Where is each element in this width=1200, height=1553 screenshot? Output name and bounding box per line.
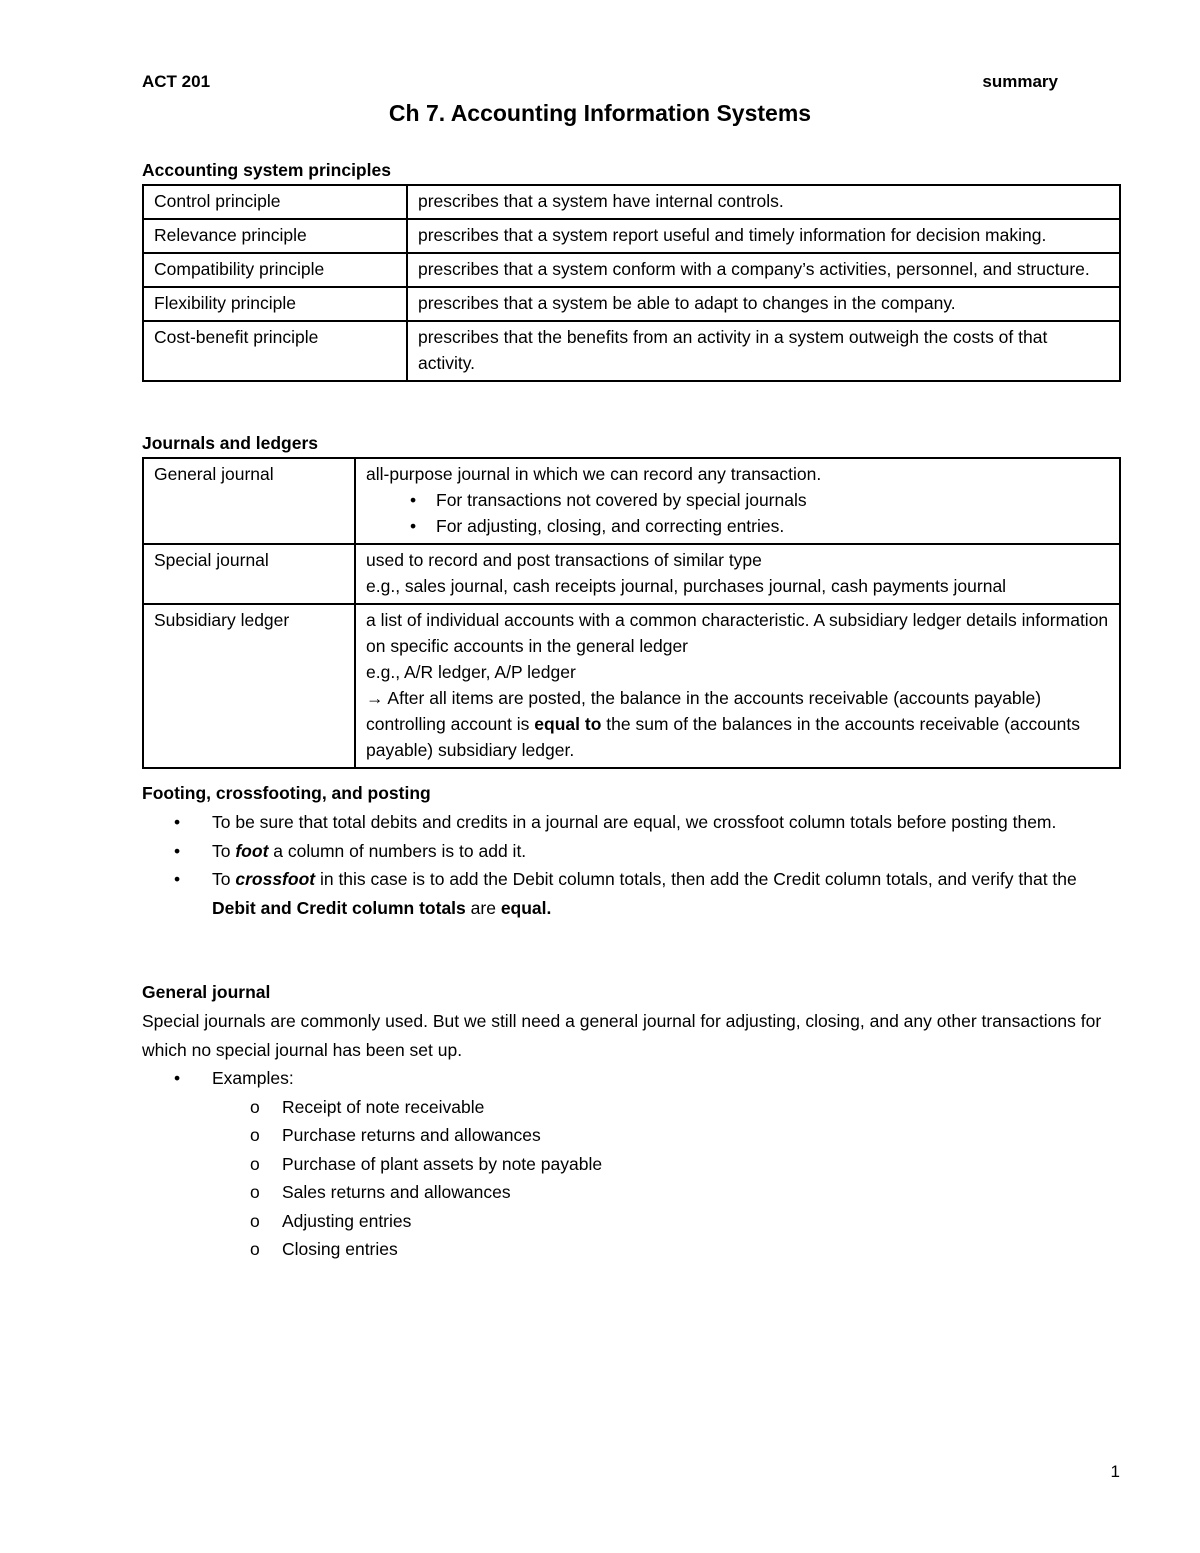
table-row: [143, 321, 1120, 381]
table-row: [143, 253, 1120, 287]
journal-term: Subsidiary ledger: [143, 604, 355, 768]
page-number: 1: [1110, 1462, 1120, 1481]
header-label: summary: [982, 72, 1058, 91]
subsidiary-ledger-def: a list of individual accounts with a common characteristic. A subsidiary ledger details information on specific accounts in the general ledger: [366, 610, 1109, 656]
principle-definition: prescribes that a system have internal controls.: [407, 185, 1120, 219]
special-journal-examples: e.g., sales journal, cash receipts journal, purchases journal, cash payments journal: [366, 576, 1007, 596]
general-journal-body: [142, 1007, 1122, 1264]
principle-term: Relevance principle: [143, 219, 407, 253]
journal-definition: [355, 604, 1120, 768]
principle-definition: prescribes that a system be able to adapt to changes in the company.: [407, 287, 1120, 321]
journals-table: [142, 457, 1121, 769]
journal-term: General journal: [143, 458, 355, 544]
principle-term: Control principle: [143, 185, 407, 219]
principle-definition: prescribes that a system conform with a company’s activities, personnel, and structure.: [407, 253, 1120, 287]
principle-term: Flexibility principle: [143, 287, 407, 321]
general-journal-heading: General journal: [142, 982, 271, 1002]
special-journal-def: used to record and post transactions of similar type: [366, 550, 762, 570]
list-item: o Purchase returns and allowances: [142, 1121, 1122, 1150]
principles-table: [142, 184, 1121, 382]
list-item: • To be sure that total debits and credits in a journal are equal, we crossfoot column totals before posting them.: [142, 808, 1122, 837]
principle-term: Cost-benefit principle: [143, 321, 407, 381]
principle-term: Compatibility principle: [143, 253, 407, 287]
journal-term: Special journal: [143, 544, 355, 604]
table-row: [143, 185, 1120, 219]
arrow-right-icon: →: [366, 688, 384, 708]
footing-heading: Footing, crossfooting, and posting: [142, 783, 431, 803]
journal-definition: [355, 544, 1120, 604]
principles-heading: Accounting system principles: [142, 160, 391, 180]
list-item: • To crossfoot in this case is to add the Debit column totals, then add the Credit column totals, and verify that the Debit and Credit column totals are equal.: [142, 865, 1122, 922]
course-code: ACT 201: [142, 72, 211, 91]
general-journal-def: all-purpose journal in which we can record any transaction.: [366, 464, 822, 484]
page-title: Ch 7. Accounting Information Systems: [388, 100, 812, 126]
journals-heading: Journals and ledgers: [142, 433, 319, 453]
general-journal-paragraph: Special journals are commonly used. But we still need a general journal for adjusting, closing, and any other transactions for which no special journal has been set up.: [142, 1011, 1102, 1060]
table-row: [143, 287, 1120, 321]
table-row: [143, 544, 1120, 604]
list-item: o Adjusting entries: [142, 1207, 1122, 1236]
subsidiary-ledger-note: → After all items are posted, the balance in the accounts receivable (accounts payable) controlling account is equal to the sum of the balances in the accounts receivable (accounts payable) subsidiary ledger.: [366, 688, 1081, 760]
list-item: o Receipt of note receivable: [142, 1093, 1122, 1122]
list-item: o Purchase of plant assets by note payable: [142, 1150, 1122, 1179]
table-row: [143, 458, 1120, 544]
list-item: o Closing entries: [142, 1235, 1122, 1264]
journal-definition: [355, 458, 1120, 544]
list-item: o Sales returns and allowances: [142, 1178, 1122, 1207]
subsidiary-ledger-examples: e.g., A/R ledger, A/P ledger: [366, 662, 576, 682]
table-row: [143, 219, 1120, 253]
list-item: • For transactions not covered by special journals: [436, 487, 1109, 513]
table-row: [143, 604, 1120, 768]
principle-definition: prescribes that the benefits from an activity in a system outweigh the costs of that activity.: [407, 321, 1120, 381]
list-item: • For adjusting, closing, and correcting entries.: [436, 513, 1109, 539]
principle-definition: prescribes that a system report useful and timely information for decision making.: [407, 219, 1120, 253]
footing-list: [142, 808, 1122, 922]
list-item: • To foot a column of numbers is to add it.: [142, 837, 1122, 866]
list-item: • Examples:: [142, 1064, 1122, 1093]
